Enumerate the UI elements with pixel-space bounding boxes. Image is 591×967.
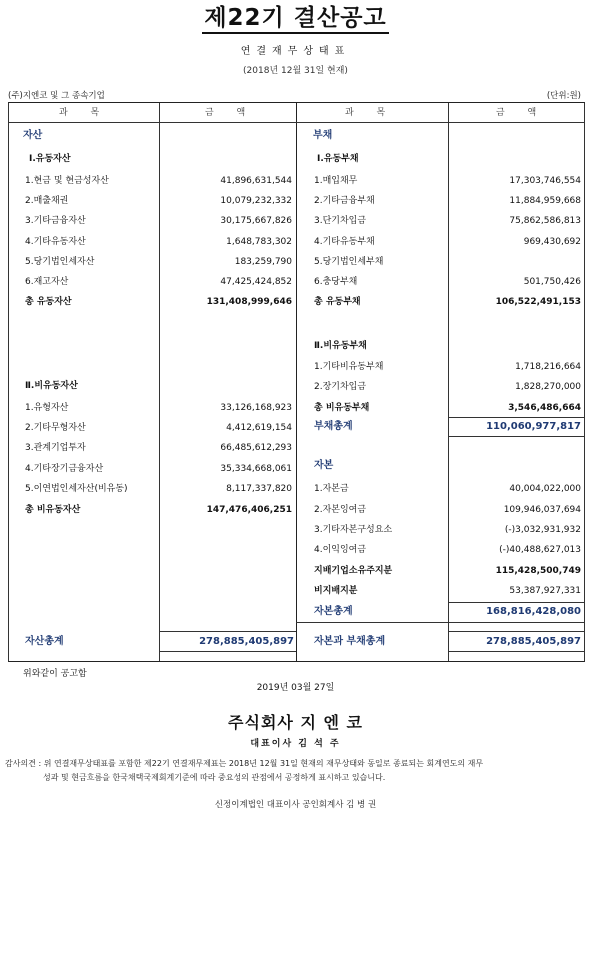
audit-opinion-line-1: 감사의견 : 위 연결재무상태표를 포함한 제22기 연결재무제표는 2018년 12월 31일 현재의 재무상태와 동일로 종료되는 회계연도의 재무 — [5, 759, 484, 768]
asset-item-amount: 41,896,631,544 — [220, 176, 292, 186]
header-account-right: 과 목 — [345, 108, 396, 118]
total-assets-amount: 278,885,405,897 — [199, 636, 294, 647]
parent-equity-amount: 115,428,500,749 — [495, 566, 581, 576]
audit-opinion-line-2: 성과 및 현금흐름을 한국채택국제회계기준에 따라 중요성의 관점에서 공정하게 표시하고 있습니다. — [43, 773, 386, 782]
current-liabilities-total-label: 총 유동부채 — [314, 297, 361, 307]
noncurrent-liabilities-title: Ⅱ.비유동부채 — [314, 341, 367, 351]
issue-date: 2019년 03월 27일 — [256, 683, 335, 693]
asset-item-label: 5.당기법인세자산 — [25, 257, 95, 267]
asset-item-label: 5.이연법인세자산(비유동) — [25, 484, 128, 494]
asset-item-label: 1.유형자산 — [25, 403, 69, 413]
liability-item-label: 1.매입채무 — [314, 176, 358, 186]
current-assets-total-amount: 131,408,999,646 — [206, 297, 292, 307]
liabilities-section-label: 부채 — [313, 130, 333, 141]
liability-item-label: 2.기타금융부채 — [314, 196, 375, 206]
liability-item-label: 4.기타유동부채 — [314, 237, 375, 247]
noncurrent-assets-total-amount: 147,476,406,251 — [206, 505, 292, 515]
total-liabilities-equity-amount: 278,885,405,897 — [486, 636, 581, 647]
announcement-note: 위와같이 공고함 — [23, 669, 87, 679]
asset-item-amount: 33,126,168,923 — [220, 403, 292, 413]
equity-item-label: 1.자본금 — [314, 484, 349, 494]
noncurrent-assets-title: Ⅱ.비유동자산 — [25, 381, 78, 391]
total-liabilities-equity-label: 자본과 부채총계 — [314, 636, 386, 647]
statement-title: 연결재무상태표 — [240, 46, 351, 57]
liability-item-label: 6.충당부채 — [314, 277, 358, 287]
asset-item-amount: 1,648,783,302 — [226, 237, 292, 247]
liability-item-amount: 11,884,959,668 — [509, 196, 581, 206]
company-name: 주식회사 지 엔 코 — [228, 713, 363, 732]
liability-item-amount: 75,862,586,813 — [509, 216, 581, 226]
header-amount-left: 금 액 — [205, 108, 256, 118]
liability-item-label: 3.단기차입금 — [314, 216, 367, 226]
header-account-left: 과 목 — [59, 108, 110, 118]
asset-item-label: 1.현금 및 현금성자산 — [25, 176, 109, 186]
current-assets-total-label: 총 유동자산 — [25, 297, 72, 307]
liability-item-label: 1.기타비유동부채 — [314, 362, 384, 372]
asset-item-label: 6.재고자산 — [25, 277, 69, 287]
equity-section-label: 자본 — [314, 460, 334, 471]
asset-item-label: 2.매출채권 — [25, 196, 69, 206]
asset-item-label: 3.관계기업투자 — [25, 443, 86, 453]
total-equity-label: 자본총계 — [314, 606, 353, 617]
equity-item-amount: (-)3,032,931,932 — [504, 525, 581, 535]
noncurrent-liabilities-total-label: 총 비유동부채 — [314, 403, 370, 413]
parent-equity-label: 지배기업소유주지분 — [314, 566, 393, 576]
asset-item-amount: 10,079,232,332 — [220, 196, 292, 206]
asset-item-amount: 4,412,619,154 — [226, 423, 292, 433]
liability-item-label: 5.당기법인세부채 — [314, 257, 384, 267]
assets-section-label: 자산 — [23, 130, 43, 141]
equity-item-label: 4.이익잉여금 — [314, 545, 367, 555]
balance-sheet-table — [8, 102, 585, 662]
asset-item-amount: 66,485,612,293 — [220, 443, 292, 453]
minority-interest-label: 비지배지분 — [314, 586, 358, 596]
company-scope: (주)지엔코 및 그 종속기업 — [8, 91, 105, 101]
current-liabilities-total-amount: 106,522,491,153 — [495, 297, 581, 307]
liability-item-label: 2.장기차입금 — [314, 382, 367, 392]
total-liabilities-amount: 110,060,977,817 — [486, 421, 581, 432]
equity-item-amount: (-)40,488,627,013 — [499, 545, 581, 555]
asset-item-amount: 30,175,667,826 — [220, 216, 292, 226]
total-assets-label: 자산총계 — [25, 636, 64, 647]
noncurrent-assets-total-label: 총 비유동자산 — [25, 505, 81, 515]
asset-item-label: 2.기타무형자산 — [25, 423, 86, 433]
total-equity-amount: 168,816,428,080 — [486, 606, 581, 617]
asset-item-label: 4.기타장기금융자산 — [25, 464, 104, 474]
auditor-signature: 신정이계법인 대표이사 공인회계사 김 병 권 — [214, 800, 377, 810]
page-title: 제22기 결산공고 — [0, 4, 591, 34]
liability-item-amount: 17,303,746,554 — [509, 176, 581, 186]
currency-unit: (단위:원) — [546, 91, 581, 101]
minority-interest-amount: 53,387,927,331 — [509, 586, 581, 596]
asset-item-amount: 8,117,337,820 — [226, 484, 292, 494]
liability-item-amount: 969,430,692 — [523, 237, 581, 247]
current-liabilities-title: Ⅰ.유동부채 — [317, 154, 359, 164]
asset-item-label: 3.기타금융자산 — [25, 216, 86, 226]
ceo-name: 대표이사 김 석 주 — [250, 739, 341, 749]
asset-item-amount: 35,334,668,061 — [220, 464, 292, 474]
equity-item-label: 2.자본잉여금 — [314, 505, 367, 515]
noncurrent-liabilities-total-amount: 3,546,486,664 — [508, 403, 581, 413]
liability-item-amount: 1,718,216,664 — [515, 362, 581, 372]
asset-item-amount: 47,425,424,852 — [220, 277, 292, 287]
liability-item-amount: 501,750,426 — [523, 277, 581, 287]
equity-item-amount: 109,946,037,694 — [503, 505, 581, 515]
liability-item-amount: 1,828,270,000 — [515, 382, 581, 392]
current-assets-title: Ⅰ.유동자산 — [29, 154, 71, 164]
asset-item-amount: 183,259,790 — [234, 257, 292, 267]
audit-opinion — [5, 757, 586, 785]
equity-item-amount: 40,004,022,000 — [509, 484, 581, 494]
equity-item-label: 3.기타자본구성요소 — [314, 525, 393, 535]
statement-date: (2018년 12월 31일 현재) — [243, 66, 348, 76]
total-liabilities-label: 부채총계 — [314, 421, 353, 432]
asset-item-label: 4.기타유동자산 — [25, 237, 86, 247]
header-amount-right: 금 액 — [496, 108, 547, 118]
